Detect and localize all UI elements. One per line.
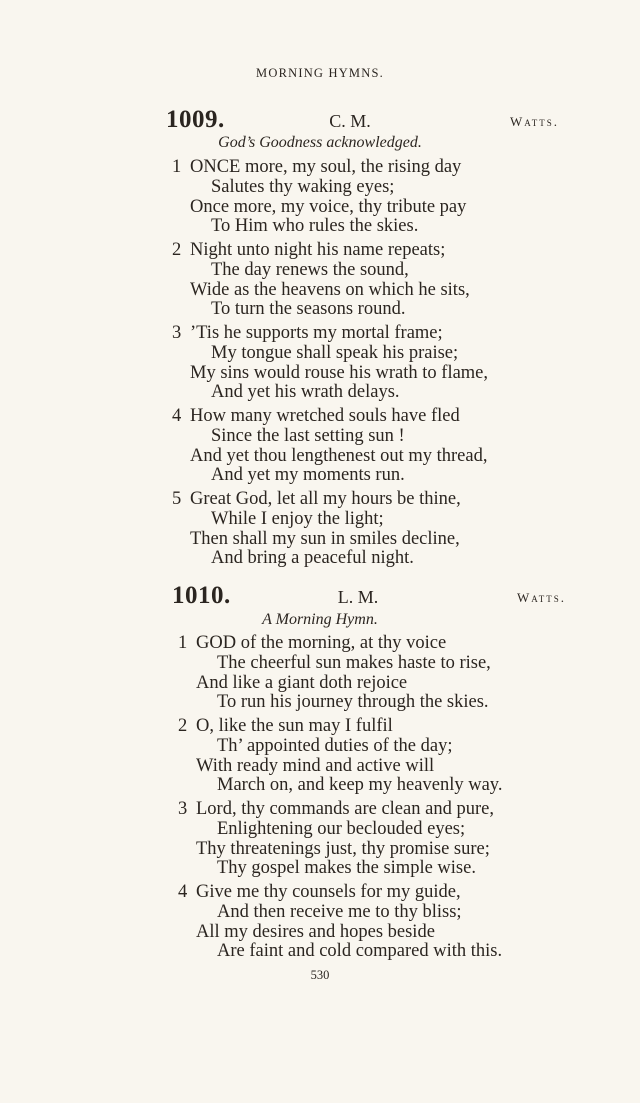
verse-number: 3 xyxy=(172,323,182,343)
verse-line: Then shall my sun in smiles decline, xyxy=(190,529,460,549)
verse-line: To Him who rules the skies. xyxy=(211,216,419,236)
verse-number: 4 xyxy=(172,406,182,426)
verse-line: How many wretched souls have fled xyxy=(190,406,460,426)
verse-number: 1 xyxy=(178,633,188,653)
verse-line: Wide as the heavens on which he sits, xyxy=(190,280,470,300)
verse-line: Great God, let all my hours be thine, xyxy=(190,489,461,509)
verse-line: All my desires and hopes beside xyxy=(196,922,435,942)
verse-line: And yet my moments run. xyxy=(211,465,405,485)
verse-line: O, like the sun may I fulfil xyxy=(196,716,393,736)
hymn-meter: C. M. xyxy=(329,111,371,131)
verse-line: Since the last setting sun ! xyxy=(211,426,405,446)
verse-line: And then receive me to thy bliss; xyxy=(217,902,462,922)
hymn-number: 1009. xyxy=(166,106,225,133)
verse-line: ONCE more, my soul, the rising day xyxy=(190,157,462,177)
verse-line: Night unto night his name repeats; xyxy=(190,240,446,260)
verse-line: Enlightening our beclouded eyes; xyxy=(217,819,466,839)
verse-line: Thy threatenings just, thy promise sure; xyxy=(196,839,490,859)
verse-line: Lord, thy commands are clean and pure, xyxy=(196,799,494,819)
verse-line: March on, and keep my heavenly way. xyxy=(217,775,503,795)
verse-line: Give me thy counsels for my guide, xyxy=(196,882,461,902)
verse-line: And yet his wrath delays. xyxy=(211,382,400,402)
verse-line: The day renews the sound, xyxy=(211,260,409,280)
verse-line: Once more, my voice, thy tribute pay xyxy=(190,197,467,217)
verse-number: 5 xyxy=(172,489,182,509)
hymn-subtitle: God’s Goodness acknowledged. xyxy=(218,134,422,151)
verse-line: To turn the seasons round. xyxy=(211,299,406,319)
verse-line: And like a giant doth rejoice xyxy=(196,673,408,693)
verse-line: While I enjoy the light; xyxy=(211,509,384,529)
verse-line: And yet thou lengthenest out my thread, xyxy=(190,446,488,466)
verse-number: 4 xyxy=(178,882,188,902)
verse-number: 3 xyxy=(178,799,188,819)
hymn-author: Watts. xyxy=(510,114,560,129)
verse-number: 1 xyxy=(172,157,182,177)
verse-number: 2 xyxy=(178,716,188,736)
running-head: MORNING HYMNS. xyxy=(256,66,384,80)
verse-line: GOD of the morning, at thy voice xyxy=(196,633,447,653)
hymn-author: Watts. xyxy=(517,590,567,605)
verse-line: My tongue shall speak his praise; xyxy=(211,343,459,363)
hymn-meter: L. M. xyxy=(337,587,379,607)
page-number: 530 xyxy=(310,968,330,982)
verse-line: To run his journey through the skies. xyxy=(217,692,489,712)
verse-line: With ready mind and active will xyxy=(196,756,435,776)
verse-number: 2 xyxy=(172,240,182,260)
verse-line: Th’ appointed duties of the day; xyxy=(217,736,453,756)
verse-line: Salutes thy waking eyes; xyxy=(211,177,395,197)
verse-line: Thy gospel makes the simple wise. xyxy=(217,858,476,878)
verse-line: ’Tis he supports my mortal frame; xyxy=(190,323,443,343)
verse-line: Are faint and cold compared with this. xyxy=(217,941,503,961)
hymn-number: 1010. xyxy=(172,582,231,609)
verse-line: And bring a peaceful night. xyxy=(211,548,414,568)
verse-line: My sins would rouse his wrath to flame, xyxy=(190,363,489,383)
verse-line: The cheerful sun makes haste to rise, xyxy=(217,653,491,673)
hymn-subtitle: A Morning Hymn. xyxy=(262,611,378,628)
